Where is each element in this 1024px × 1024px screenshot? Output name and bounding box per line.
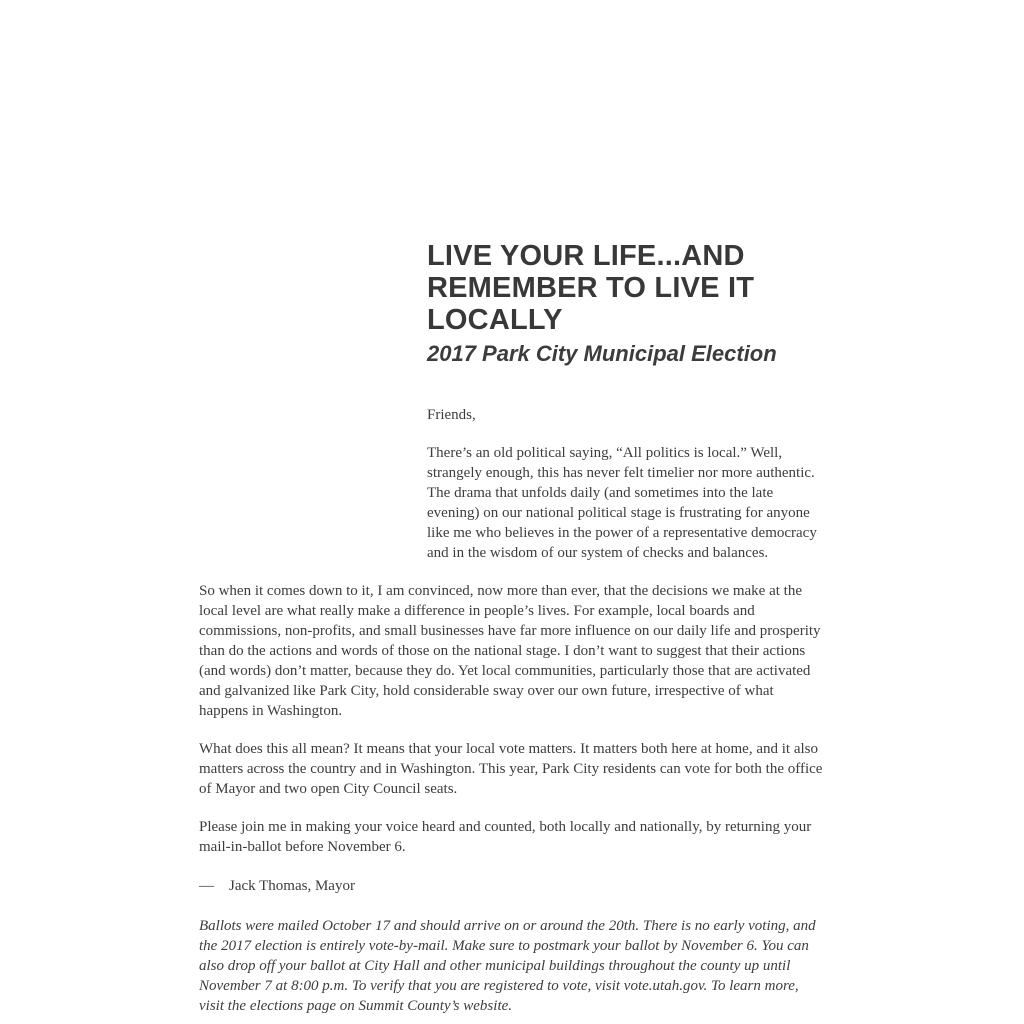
page-title: LIVE YOUR LIFE...AND REMEMBER TO LIVE IT LOCALLY bbox=[427, 240, 755, 336]
signature: — Jack Thomas, Mayor bbox=[199, 878, 355, 894]
page-subtitle: 2017 Park City Municipal Election bbox=[427, 341, 777, 366]
body-paragraph: What does this all mean? It means that your local vote matters. It matters both here at home, and it also matters across the country and in Washington. This year, Park City residents can vote for both the office of Mayor and two open City Council seats. bbox=[199, 741, 823, 797]
body-paragraph: There’s an old political saying, “All politics is local.” Well, strangely enough, this has never felt timelier nor more authentic. The drama that unfolds daily (and sometimes into the late evening) on our national political stage is frustrating for anyone like me who believes in the power of a representative democracy and in the wisdom of our system of checks and balances. bbox=[427, 445, 817, 561]
salutation: Friends, bbox=[427, 407, 476, 423]
article bbox=[199, 0, 826, 1016]
footnote: Ballots were mailed October 17 and should arrive on or around the 20th. There is no early voting, and the 2017 election is entirely vote-by-mail. Make sure to postmark your ballot by November 6. You can also drop off your ballot at City Hall and other municipal buildings throughout the county up until November 7 at 8:00 p.m. To verify that you are registered to vote, visit vote.utah.gov. To learn more, visit the elections page on Summit County’s website. bbox=[199, 918, 816, 1014]
body-paragraph: So when it comes down to it, I am convinced, now more than ever, that the decisions we make at the local level are what really make a difference in people’s lives. For example, local boards and commissions, non-profits, and small businesses have far more influence on our daily life and prosperity than do the actions and words of those on the national stage. I don’t want to suggest that their actions (and words) don’t matter, because they do. Yet local communities, particularly those that are activated and galvanized like Park City, hold considerable sway over our own future, irrespective of what happens in Washington. bbox=[199, 583, 821, 719]
photo-placeholder bbox=[199, 240, 427, 548]
body-paragraph: Please join me in making your voice heard and counted, both locally and nationally, by returning your mail-in-ballot before November 6. bbox=[199, 819, 812, 855]
